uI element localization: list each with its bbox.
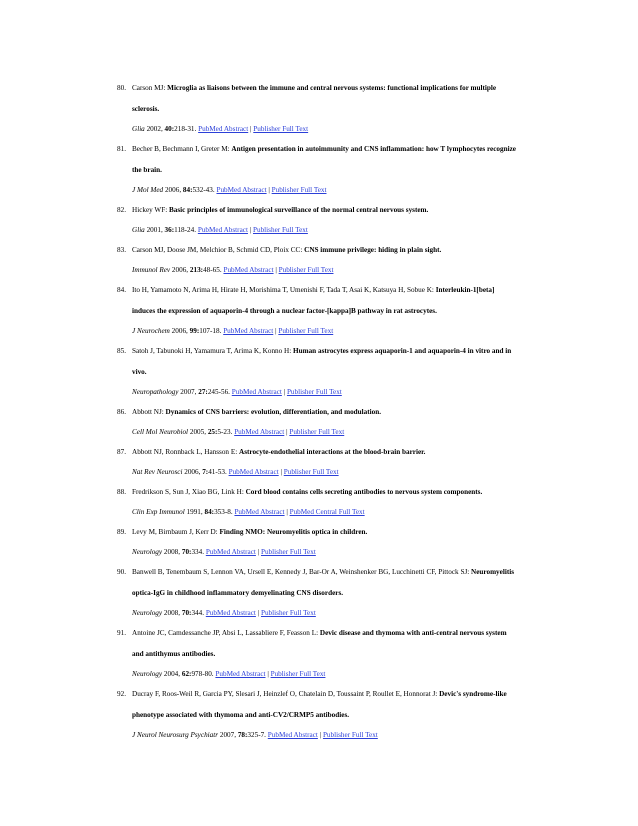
full-text-link[interactable]: Publisher Full Text <box>289 428 345 436</box>
reference-item <box>117 408 557 437</box>
reference-title: Basic principles of immunological surveillance of the normal central nervous system. <box>169 206 429 214</box>
reference-volume: 84: <box>182 186 193 194</box>
reference-item <box>117 206 557 235</box>
reference-number: 81. <box>117 145 126 153</box>
reference-pages: 218-31. <box>174 125 199 133</box>
reference-authors: Hickey WF: <box>132 206 169 214</box>
reference-journal: Glia <box>132 125 145 133</box>
reference-title: Astrocyte-endothelial interactions at the blood-brain barrier. <box>239 448 426 456</box>
reference-journal: Nat Rev Neurosci <box>132 468 183 476</box>
reference-item <box>117 488 557 517</box>
reference-number: 90. <box>117 568 126 576</box>
reference-title-continued: vivo. <box>132 368 147 376</box>
reference-journal: J Mol Med <box>132 186 164 194</box>
pubmed-abstract-link[interactable]: PubMed Abstract <box>223 327 274 335</box>
reference-title: Microglia as liaisons between the immune and central nervous systems: functional implications for multiple <box>167 84 497 92</box>
reference-number: 87. <box>117 448 126 456</box>
pubmed-abstract-link[interactable]: PubMed Abstract <box>198 125 249 133</box>
reference-number: 86. <box>117 408 126 416</box>
link-separator: | <box>281 388 287 396</box>
reference-item <box>117 246 557 275</box>
reference-journal: J Neurochem <box>132 327 170 335</box>
reference-title: Antigen presentation in autoimmunity and CNS inflammation: how T lymphocytes recognize <box>231 145 516 153</box>
reference-journal: Neurology <box>132 609 163 617</box>
link-separator: | <box>284 428 290 436</box>
reference-year: 2006, <box>182 468 203 476</box>
link-separator: | <box>255 548 261 556</box>
link-separator: | <box>317 731 323 739</box>
reference-year: 2008, <box>162 548 182 556</box>
reference-journal: Immunol Rev <box>132 266 171 274</box>
reference-journal: Neurology <box>132 670 163 678</box>
reference-journal: Clin Exp Immunol <box>132 508 185 516</box>
reference-authors: Abbott NJ, Ronnback L, Hansson E: <box>132 448 240 456</box>
pubmed-abstract-link[interactable]: PubMed Abstract <box>215 670 266 678</box>
pubmed-abstract-link[interactable]: PubMed Abstract <box>223 266 274 274</box>
reference-authors: Carson MJ, Doose JM, Melchior B, Schmid CD, Ploix CC: <box>132 246 305 254</box>
reference-title: Human astrocytes express aquaporin-1 and aquaporin-4 in vitro and in <box>293 347 512 355</box>
reference-pages: 245-56. <box>207 388 232 396</box>
reference-item <box>117 528 557 557</box>
full-text-link[interactable]: Publisher Full Text <box>286 388 342 396</box>
reference-authors: Satoh J, Tabunoki H, Yamamura T, Arima K, Konno H: <box>132 347 294 355</box>
reference-authors: Fredrikson S, Sun J, Xiao BG, Link H: <box>132 488 246 496</box>
reference-item <box>117 145 557 195</box>
full-text-link[interactable]: Publisher Full Text <box>270 670 326 678</box>
reference-authors: Abbott NJ: <box>132 408 166 416</box>
reference-journal: Neuropathology <box>132 388 179 396</box>
reference-authors: Antoine JC, Camdessanche JP, Absi L, Lassabliere F, Feasson L: <box>132 629 320 637</box>
reference-pages: 5-23. <box>217 428 235 436</box>
reference-year: 2007, <box>178 388 199 396</box>
reference-pages: 353-8. <box>214 508 235 516</box>
reference-title: Devic disease and thymoma with anti-central nervous system <box>319 629 507 637</box>
reference-title-continued: and antithymus antibodies. <box>132 650 216 658</box>
reference-number: 91. <box>117 629 126 637</box>
reference-year: 1991, <box>184 508 205 516</box>
reference-number: 83. <box>117 246 126 254</box>
reference-title: Interleukin-1[beta] <box>435 286 495 294</box>
reference-year: 2001, <box>144 226 165 234</box>
reference-title: Finding NMO: Neuromyelitis optica in children. <box>219 528 368 536</box>
reference-number: 92. <box>117 690 126 698</box>
reference-authors: Ito H, Yamamoto N, Arima H, Hirate H, Morishima T, Umenishi F, Tada T, Asai K, Katsuya H, Sobue K: <box>132 286 436 294</box>
reference-volume: 7: <box>202 468 209 476</box>
reference-year: 2006, <box>169 327 190 335</box>
reference-authors: Becher B, Bechmann I, Greter M: <box>132 145 232 153</box>
link-separator: | <box>284 508 290 516</box>
reference-year: 2008, <box>162 609 182 617</box>
reference-title-continued: induces the expression of aquaporin-4 through a nuclear factor-[kappa]B pathway in rat astrocytes. <box>132 307 437 315</box>
full-text-link[interactable]: Publisher Full Text <box>253 226 308 234</box>
reference-item <box>117 448 557 477</box>
reference-item <box>117 286 557 336</box>
reference-item <box>117 629 557 679</box>
reference-pages: 107-18. <box>199 327 224 335</box>
reference-title: CNS immune privilege: hiding in plain sight. <box>304 246 442 254</box>
reference-year: 2004, <box>162 670 182 678</box>
link-separator: | <box>266 186 272 194</box>
reference-volume: 84: <box>204 508 215 516</box>
reference-item <box>117 568 557 618</box>
reference-pages: 344. <box>191 609 206 617</box>
reference-pages: 118-24. <box>174 226 198 234</box>
pubmed-abstract-link[interactable]: PubMed Abstract <box>205 609 256 617</box>
reference-title-continued: optica-IgG in childhood inflammatory demyelinating CNS disorders. <box>132 589 344 597</box>
reference-volume: 27: <box>198 388 208 396</box>
reference-authors: Banwell B, Tenembaum S, Lennon VA, Ursell E, Kennedy J, Bar-Or A, Weinshenker BG, Lucchinetti CF, Pittock SJ: <box>132 568 472 576</box>
reference-number: 88. <box>117 488 126 496</box>
reference-authors: Carson MJ: <box>132 84 168 92</box>
full-text-link[interactable]: Publisher Full Text <box>260 548 316 556</box>
full-text-link[interactable]: Publisher Full Text <box>253 125 309 133</box>
reference-authors: Levy M, Birnbaum J, Kerr D: <box>132 528 220 536</box>
pubmed-abstract-link[interactable]: PubMed Abstract <box>197 226 248 234</box>
pubmed-abstract-link[interactable]: PubMed Abstract <box>205 548 256 556</box>
reference-number: 89. <box>117 528 126 536</box>
full-text-link[interactable]: PubMed Central Full Text <box>289 508 365 516</box>
reference-title: Dynamics of CNS barriers: evolution, differentiation, and modulation. <box>165 408 382 416</box>
reference-title: Neuromyelitis <box>471 568 515 576</box>
reference-item <box>117 690 557 740</box>
reference-number: 84. <box>117 286 126 294</box>
reference-volume: 99: <box>189 327 200 335</box>
pubmed-abstract-link[interactable]: PubMed Abstract <box>234 428 285 436</box>
pubmed-abstract-link[interactable]: PubMed Abstract <box>267 731 318 739</box>
reference-title-continued: sclerosis. <box>132 105 160 113</box>
reference-volume: 36: <box>164 226 175 234</box>
link-separator: | <box>273 266 279 274</box>
reference-volume: 40: <box>164 125 175 133</box>
pubmed-abstract-link[interactable]: PubMed Abstract <box>231 388 282 396</box>
reference-volume: 70: <box>181 609 192 617</box>
full-text-link[interactable]: Publisher Full Text <box>322 731 378 739</box>
reference-year: 2002, <box>144 125 165 133</box>
reference-year: 2005, <box>188 428 208 436</box>
reference-item <box>117 347 557 397</box>
reference-journal: Neurology <box>132 548 163 556</box>
reference-year: 2006, <box>163 186 183 194</box>
reference-year: 2007, <box>218 731 238 739</box>
reference-pages: 41-53. <box>208 468 229 476</box>
reference-number: 80. <box>117 84 126 92</box>
reference-pages: 978-80. <box>191 670 216 678</box>
reference-title-continued: phenotype associated with thymoma and anti-CV2/CRMP5 antibodies. <box>132 711 350 719</box>
reference-volume: 78: <box>237 731 248 739</box>
full-text-link[interactable]: Publisher Full Text <box>260 609 316 617</box>
link-separator: | <box>265 670 271 678</box>
reference-pages: 334. <box>191 548 206 556</box>
reference-item <box>117 84 557 134</box>
full-text-link[interactable]: Publisher Full Text <box>283 468 339 476</box>
reference-title-continued: the brain. <box>132 166 162 174</box>
reference-title: Cord blood contains cells secreting antibodies to nervous system components. <box>245 488 483 496</box>
reference-pages: 325-7. <box>247 731 268 739</box>
reference-number: 82. <box>117 206 126 214</box>
pubmed-abstract-link[interactable]: PubMed Abstract <box>216 186 267 194</box>
full-text-link[interactable]: Publisher Full Text <box>278 266 334 274</box>
pubmed-abstract-link[interactable]: PubMed Abstract <box>234 508 285 516</box>
reference-volume: 213: <box>189 266 204 274</box>
link-separator: | <box>255 609 261 617</box>
link-separator: | <box>248 125 254 133</box>
reference-authors: Ducray F, Roos-Weil R, Garcia PY, Slesari J, Heinzlef O, Chatelain D, Toussaint P, Roullet E, Honnorat J: <box>132 690 440 698</box>
full-text-link[interactable]: Publisher Full Text <box>271 186 327 194</box>
reference-journal: Cell Mol Neurobiol <box>132 428 189 436</box>
reference-volume: 62: <box>181 670 192 678</box>
reference-pages: 48-65. <box>203 266 224 274</box>
reference-pages: 532-43. <box>192 186 217 194</box>
reference-volume: 25: <box>207 428 218 436</box>
reference-title: Devic's syndrome-like <box>439 690 507 698</box>
reference-number: 85. <box>117 347 126 355</box>
link-separator: | <box>247 226 253 234</box>
full-text-link[interactable]: Publisher Full Text <box>278 327 334 335</box>
reference-journal: Glia <box>132 226 145 234</box>
reference-year: 2006, <box>170 266 190 274</box>
link-separator: | <box>273 327 279 335</box>
reference-volume: 70: <box>181 548 192 556</box>
reference-list <box>117 84 557 740</box>
reference-journal: J Neurol Neurosurg Psychiatr <box>132 731 219 739</box>
link-separator: | <box>278 468 284 476</box>
pubmed-abstract-link[interactable]: PubMed Abstract <box>228 468 279 476</box>
